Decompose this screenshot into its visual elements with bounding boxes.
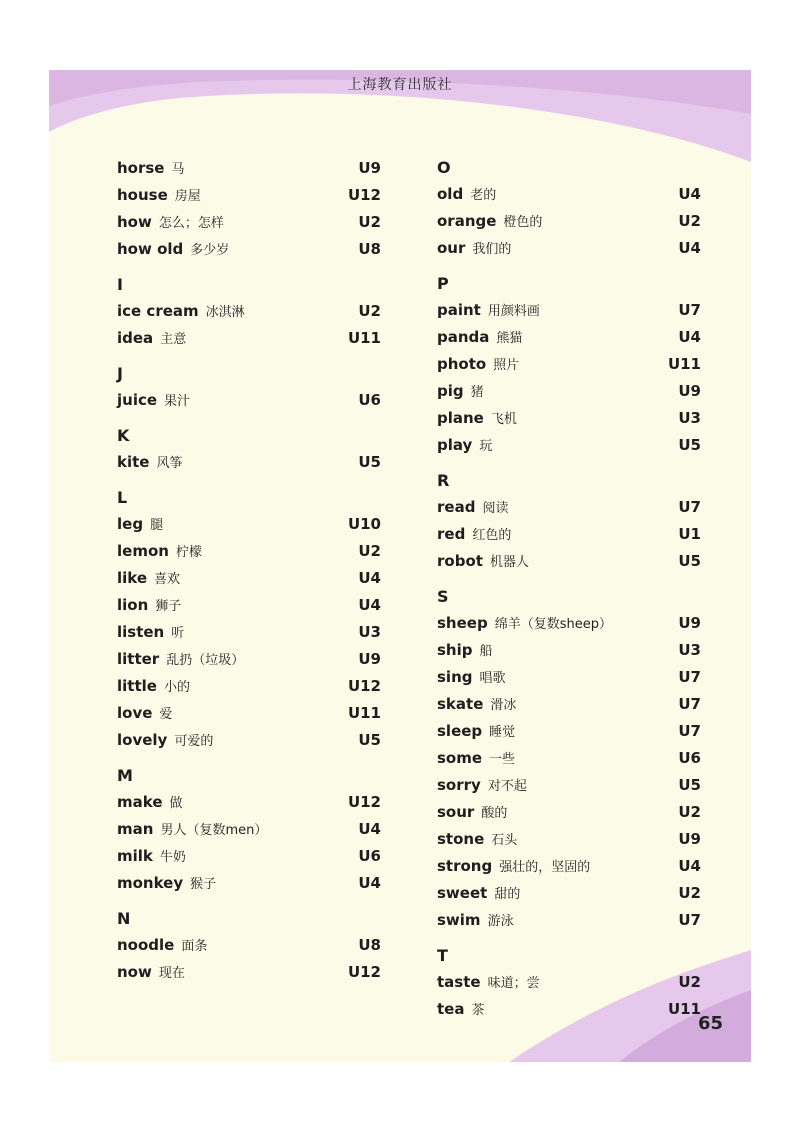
entry-unit: U4 xyxy=(678,239,701,257)
entry-unit: U7 xyxy=(678,695,701,713)
entry-word: play xyxy=(437,436,473,454)
entry-unit: U5 xyxy=(678,552,701,570)
entry-translation: 爱 xyxy=(159,707,173,722)
entry-word: lion xyxy=(117,596,149,614)
entry-word: read xyxy=(437,498,476,516)
glossary-entry xyxy=(117,619,381,646)
entry-word: skate xyxy=(437,695,484,713)
entry-word: sleep xyxy=(437,722,483,740)
entry-unit: U7 xyxy=(678,498,701,516)
entry-translation: 猪 xyxy=(470,385,484,400)
glossary-entry xyxy=(437,548,701,575)
entry-unit: U4 xyxy=(678,328,701,346)
entry-word: orange xyxy=(437,212,497,230)
entry-translation: 茶 xyxy=(471,1003,485,1018)
glossary-entry xyxy=(437,494,701,521)
entry-word: photo xyxy=(437,355,487,373)
glossary-entry xyxy=(117,727,381,754)
entry-translation: 听 xyxy=(171,626,185,641)
entry-translation: 橙色的 xyxy=(503,215,543,230)
entry-unit: U3 xyxy=(678,409,701,427)
entry-translation: 飞机 xyxy=(490,412,517,427)
entry-translation: 柠檬 xyxy=(175,545,202,560)
entry-unit: U5 xyxy=(358,731,381,749)
entry-word: like xyxy=(117,569,148,587)
entry-unit: U7 xyxy=(678,722,701,740)
glossary-entry xyxy=(117,298,381,325)
section-letter: N xyxy=(117,909,131,928)
entry-unit: U6 xyxy=(358,847,381,865)
section-letter: O xyxy=(437,158,451,177)
entry-unit: U11 xyxy=(347,329,381,347)
entry-unit: U4 xyxy=(358,874,381,892)
glossary-entry xyxy=(437,880,701,907)
entry-word: ship xyxy=(437,641,473,659)
entry-unit: U7 xyxy=(678,911,701,929)
entry-translation: 风筝 xyxy=(156,456,183,471)
glossary-entry xyxy=(437,664,701,691)
entry-unit: U2 xyxy=(358,302,381,320)
glossary-entry xyxy=(117,182,381,209)
glossary-entry xyxy=(117,209,381,236)
glossary-entry xyxy=(437,826,701,853)
glossary-entry xyxy=(437,969,701,996)
entry-translation: 老的 xyxy=(470,188,497,203)
glossary-entry xyxy=(437,378,701,405)
entry-word: red xyxy=(437,525,466,543)
glossary-entry xyxy=(117,816,381,843)
entry-word: swim xyxy=(437,911,481,929)
entry-unit: U7 xyxy=(678,668,701,686)
entry-translation: 猴子 xyxy=(190,877,217,892)
section-letter: K xyxy=(117,426,130,445)
entry-word: lovely xyxy=(117,731,168,749)
entry-word: listen xyxy=(117,623,165,641)
entry-unit: U4 xyxy=(678,857,701,875)
entry-translation: 房屋 xyxy=(174,189,201,204)
entry-unit: U5 xyxy=(678,436,701,454)
entry-unit: U9 xyxy=(678,614,701,632)
entry-translation: 狮子 xyxy=(155,599,182,614)
entry-unit: U12 xyxy=(347,793,381,811)
entry-word: kite xyxy=(117,453,150,471)
entry-word: leg xyxy=(117,515,144,533)
entry-translation: 男人（复数men） xyxy=(160,823,268,838)
entry-unit: U2 xyxy=(678,803,701,821)
entry-unit: U11 xyxy=(347,704,381,722)
entry-unit: U3 xyxy=(358,623,381,641)
entry-unit: U12 xyxy=(347,677,381,695)
entry-translation: 果汁 xyxy=(164,394,191,409)
publisher-header: 上海教育出版社 xyxy=(347,77,453,93)
entry-translation: 腿 xyxy=(150,518,164,533)
entry-word: sheep xyxy=(437,614,488,632)
glossary-column-left xyxy=(117,155,381,986)
entry-translation: 面条 xyxy=(181,939,208,954)
entry-word: sorry xyxy=(437,776,481,794)
glossary-entry xyxy=(117,959,381,986)
entry-word: old xyxy=(437,185,464,203)
entry-unit: U11 xyxy=(667,355,701,373)
entry-word: milk xyxy=(117,847,153,865)
entry-word: sour xyxy=(437,803,475,821)
glossary-entry xyxy=(437,745,701,772)
section-letter: J xyxy=(117,364,123,383)
entry-word: paint xyxy=(437,301,481,319)
glossary-entry xyxy=(117,870,381,897)
glossary-entry xyxy=(437,610,701,637)
entry-translation: 可爱的 xyxy=(174,734,214,749)
entry-translation: 阅读 xyxy=(482,501,509,516)
entry-word: lemon xyxy=(117,542,169,560)
entry-translation: 冰淇淋 xyxy=(205,305,245,320)
section-letter: L xyxy=(117,488,128,507)
entry-unit: U2 xyxy=(678,212,701,230)
entry-word: some xyxy=(437,749,483,767)
entry-word: panda xyxy=(437,328,490,346)
entry-translation: 怎么；怎样 xyxy=(158,216,224,231)
glossary-entry xyxy=(117,592,381,619)
entry-translation: 马 xyxy=(171,162,185,177)
entry-word: tea xyxy=(437,1000,465,1018)
entry-translation: 机器人 xyxy=(489,555,529,570)
entry-word: pig xyxy=(437,382,464,400)
entry-translation: 多少岁 xyxy=(190,243,230,258)
entry-word: man xyxy=(117,820,154,838)
glossary-entry xyxy=(437,799,701,826)
entry-translation: 石头 xyxy=(491,833,518,848)
entry-translation: 乱扔（垃圾） xyxy=(166,653,245,668)
entry-unit: U4 xyxy=(678,185,701,203)
book-page xyxy=(49,70,751,1062)
entry-word: make xyxy=(117,793,163,811)
entry-word: litter xyxy=(117,650,160,668)
entry-translation: 主意 xyxy=(160,332,187,347)
section-letter: R xyxy=(437,471,450,490)
glossary-entry xyxy=(117,843,381,870)
entry-unit: U9 xyxy=(358,650,381,668)
glossary-entry xyxy=(437,907,701,934)
glossary-entry xyxy=(437,324,701,351)
glossary-entry xyxy=(117,387,381,414)
entry-unit: U8 xyxy=(358,936,381,954)
entry-translation: 红色的 xyxy=(472,528,512,543)
entry-unit: U2 xyxy=(678,973,701,991)
glossary-entry xyxy=(437,772,701,799)
glossary-entry xyxy=(117,789,381,816)
page-number: 65 xyxy=(697,1013,723,1034)
entry-translation: 一些 xyxy=(489,752,516,767)
entry-word: ice cream xyxy=(117,302,199,320)
glossary-entry xyxy=(117,646,381,673)
entry-word: now xyxy=(117,963,152,981)
entry-translation: 做 xyxy=(169,796,183,811)
entry-translation: 熊猫 xyxy=(496,331,523,346)
entry-translation: 现在 xyxy=(158,966,185,981)
entry-word: how xyxy=(117,213,152,231)
entry-unit: U7 xyxy=(678,301,701,319)
glossary-entry xyxy=(437,351,701,378)
entry-translation: 玩 xyxy=(479,439,493,454)
entry-unit: U10 xyxy=(347,515,381,533)
entry-word: plane xyxy=(437,409,484,427)
entry-unit: U4 xyxy=(358,569,381,587)
entry-translation: 唱歌 xyxy=(479,671,506,686)
entry-unit: U11 xyxy=(667,1000,701,1018)
section-letter: I xyxy=(117,275,123,294)
glossary-entry xyxy=(437,718,701,745)
section-letter: T xyxy=(437,946,448,965)
entry-translation: 绵羊（复数sheep） xyxy=(494,617,612,632)
entry-translation: 对不起 xyxy=(487,779,527,794)
glossary-entry xyxy=(437,691,701,718)
glossary-entry xyxy=(117,236,381,263)
entry-translation: 甜的 xyxy=(494,887,521,902)
entry-unit: U6 xyxy=(678,749,701,767)
entry-word: horse xyxy=(117,159,165,177)
glossary-entry xyxy=(117,700,381,727)
entry-translation: 滑冰 xyxy=(490,698,517,713)
entry-word: monkey xyxy=(117,874,184,892)
section-letter: P xyxy=(437,274,449,293)
glossary-entry xyxy=(117,155,381,182)
entry-unit: U12 xyxy=(347,963,381,981)
entry-translation: 强壮的，坚固的 xyxy=(499,860,591,875)
entry-unit: U2 xyxy=(678,884,701,902)
entry-unit: U2 xyxy=(358,213,381,231)
entry-translation: 酸的 xyxy=(481,806,508,821)
entry-word: strong xyxy=(437,857,493,875)
entry-translation: 味道；尝 xyxy=(487,976,540,991)
entry-word: little xyxy=(117,677,157,695)
entry-translation: 喜欢 xyxy=(154,572,181,587)
entry-translation: 睡觉 xyxy=(489,725,516,740)
entry-unit: U9 xyxy=(678,382,701,400)
glossary-entry xyxy=(437,181,701,208)
entry-word: idea xyxy=(117,329,154,347)
entry-unit: U9 xyxy=(358,159,381,177)
entry-translation: 用颜料画 xyxy=(487,304,540,319)
entry-translation: 船 xyxy=(479,644,493,659)
glossary-entry xyxy=(117,511,381,538)
entry-unit: U1 xyxy=(678,525,701,543)
glossary-entry xyxy=(437,853,701,880)
glossary-entry xyxy=(437,405,701,432)
entry-word: stone xyxy=(437,830,485,848)
glossary-entry xyxy=(437,432,701,459)
entry-unit: U3 xyxy=(678,641,701,659)
entry-word: sing xyxy=(437,668,473,686)
entry-unit: U5 xyxy=(678,776,701,794)
glossary-entry xyxy=(437,208,701,235)
entry-word: how old xyxy=(117,240,184,258)
glossary-entry xyxy=(437,637,701,664)
glossary-entry xyxy=(437,297,701,324)
glossary-entry xyxy=(437,521,701,548)
entry-unit: U9 xyxy=(678,830,701,848)
entry-word: noodle xyxy=(117,936,175,954)
entry-word: house xyxy=(117,186,168,204)
glossary-column-right xyxy=(437,155,701,1023)
glossary-entry xyxy=(117,449,381,476)
glossary-entry xyxy=(117,325,381,352)
entry-unit: U2 xyxy=(358,542,381,560)
entry-word: taste xyxy=(437,973,481,991)
glossary-entry xyxy=(117,673,381,700)
entry-unit: U8 xyxy=(358,240,381,258)
entry-word: our xyxy=(437,239,466,257)
glossary-entry xyxy=(437,235,701,262)
entry-translation: 我们的 xyxy=(472,242,512,257)
entry-unit: U6 xyxy=(358,391,381,409)
glossary-entry xyxy=(117,932,381,959)
entry-translation: 小的 xyxy=(163,680,190,695)
entry-translation: 照片 xyxy=(493,358,520,373)
entry-word: love xyxy=(117,704,153,722)
entry-word: robot xyxy=(437,552,483,570)
entry-word: sweet xyxy=(437,884,488,902)
section-letter: M xyxy=(117,766,133,785)
glossary-entry xyxy=(117,565,381,592)
entry-unit: U5 xyxy=(358,453,381,471)
glossary-entry xyxy=(117,538,381,565)
entry-unit: U12 xyxy=(347,186,381,204)
entry-unit: U4 xyxy=(358,596,381,614)
section-letter: S xyxy=(437,587,449,606)
entry-word: juice xyxy=(117,391,158,409)
entry-unit: U4 xyxy=(358,820,381,838)
glossary-entry xyxy=(437,996,701,1023)
entry-translation: 牛奶 xyxy=(159,850,186,865)
entry-translation: 游泳 xyxy=(487,914,514,929)
